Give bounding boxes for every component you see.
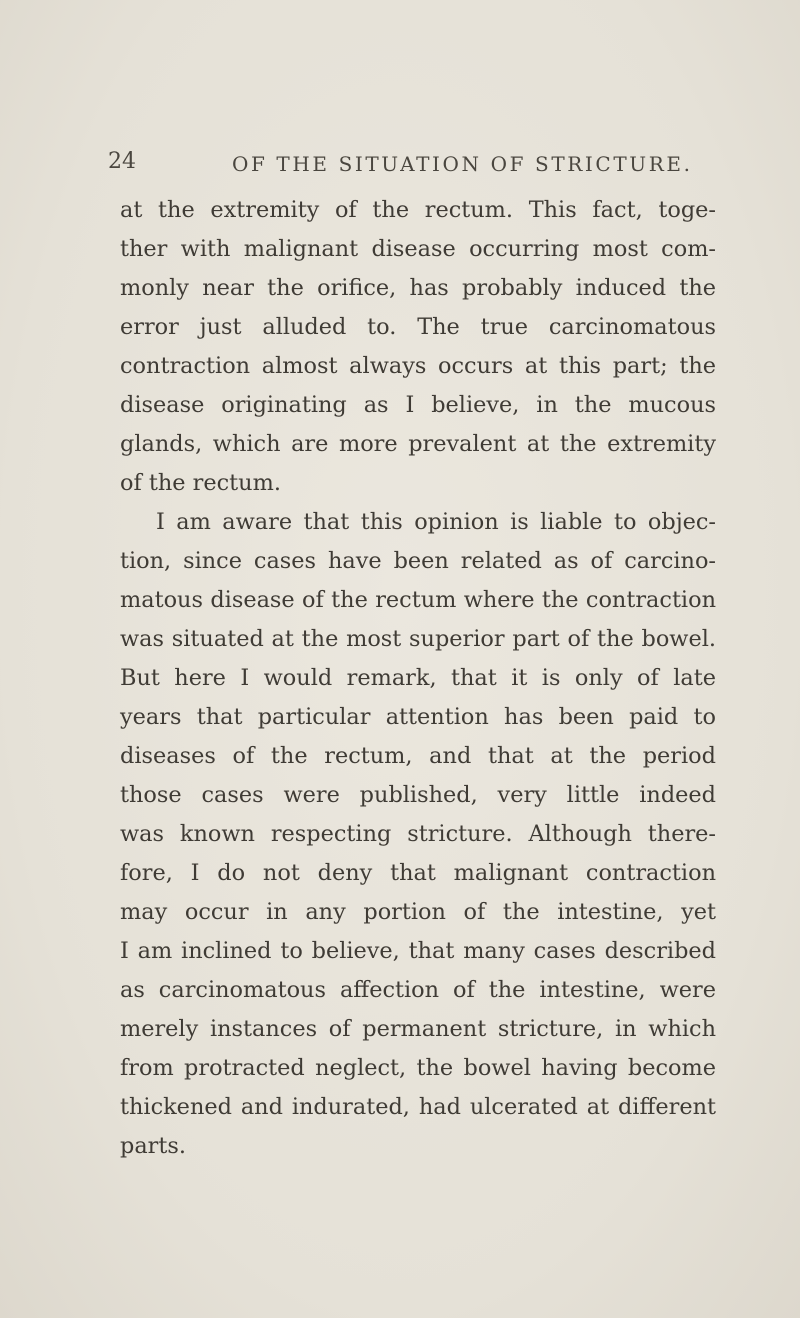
text-line: matous disease of the rectum where the contraction <box>120 587 716 613</box>
text-line: those cases were published, very little indeed <box>120 782 716 808</box>
text-line: tion, since cases have been related as of carcino- <box>120 548 716 574</box>
paragraph-end-line: of the rectum. <box>120 470 281 496</box>
text-line: at the extremity of the rectum. This fact, toge- <box>120 197 716 223</box>
text-line: But here I would remark, that it is only of late <box>120 665 716 691</box>
text-line: error just alluded to. The true carcinomatous <box>120 314 716 340</box>
text-line: I am inclined to believe, that many cases described <box>120 938 716 964</box>
text-line: from protracted neglect, the bowel having become <box>120 1055 716 1081</box>
text-line: ther with malignant disease occurring most com- <box>120 236 716 262</box>
running-head: OF THE SITUATION OF STRICTURE. <box>232 152 693 176</box>
text-line: years that particular attention has been paid to <box>120 704 716 730</box>
page-header <box>0 148 800 184</box>
text-line: merely instances of permanent stricture, in which <box>120 1016 716 1042</box>
body-text <box>120 191 716 1166</box>
page-number: 24 <box>108 149 136 174</box>
text-line: diseases of the rectum, and that at the period <box>120 743 716 769</box>
text-line: as carcinomatous affection of the intestine, were <box>120 977 716 1003</box>
text-line: monly near the orifice, has probably induced the <box>120 275 716 301</box>
text-line: thickened and indurated, had ulcerated at different <box>120 1094 716 1120</box>
text-line: may occur in any portion of the intestine, yet <box>120 899 716 925</box>
paragraph-end-line: parts. <box>120 1133 186 1159</box>
text-line: disease originating as I believe, in the mucous <box>120 392 716 418</box>
text-line: contraction almost always occurs at this part; the <box>120 353 716 379</box>
text-line: was known respecting stricture. Although there- <box>120 821 716 847</box>
text-line: was situated at the most superior part of the bowel. <box>120 626 716 652</box>
text-line: fore, I do not deny that malignant contraction <box>120 860 716 886</box>
text-line: glands, which are more prevalent at the extremity <box>120 431 716 457</box>
paragraph-start-line: I am aware that this opinion is liable to objec- <box>156 509 716 535</box>
